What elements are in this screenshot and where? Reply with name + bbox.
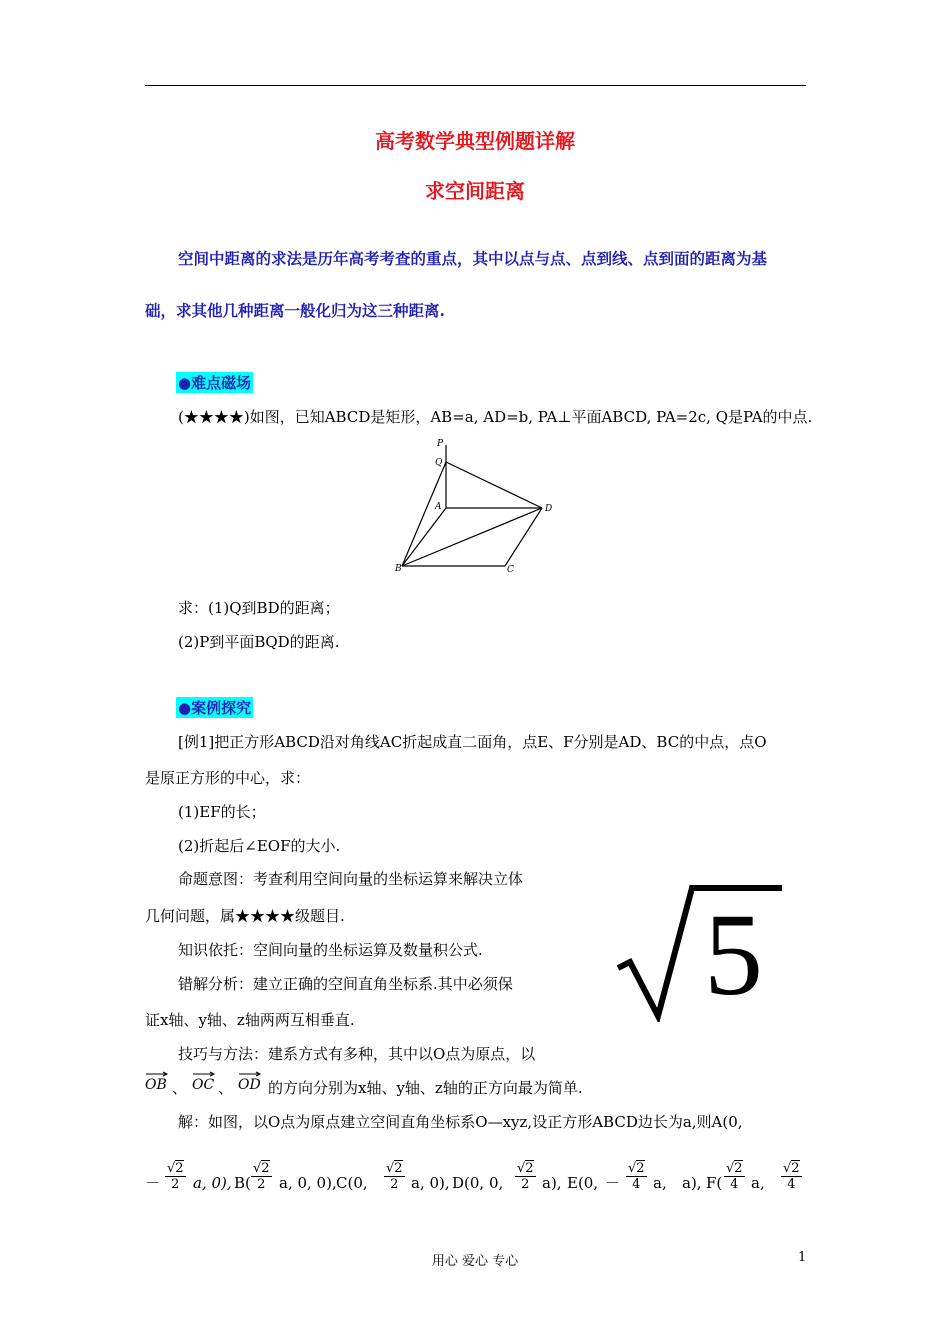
header-rule bbox=[145, 85, 806, 86]
coord-B-open: B( bbox=[234, 1174, 251, 1192]
method-line-1: 技巧与方法：建系方式有多种，其中以O点为原点，以 bbox=[178, 1045, 536, 1063]
section-heading-case-study: ●案例探究 bbox=[178, 699, 252, 717]
error-line-1: 错解分析：建立正确的空间直角坐标系.其中必须保 bbox=[178, 975, 513, 993]
fraction-sqrt2-over-4: $\frac{√2}{4}$ bbox=[783, 1161, 800, 1192]
intro-line-2: 础，求其他几种距离一般化归为这三种距离. bbox=[145, 301, 445, 320]
fraction-sqrt2-over-2: $\frac{√2}{2}$ bbox=[253, 1161, 270, 1192]
geometry-figure bbox=[392, 437, 562, 579]
page-title: 高考数学典型例题详解 bbox=[375, 129, 575, 153]
label-Q: Q bbox=[435, 458, 443, 468]
coord-B-tail: a, 0, 0), bbox=[279, 1174, 337, 1192]
label-D: D bbox=[545, 504, 553, 514]
fraction-sqrt2-over-4: $\frac{√2}{4}$ bbox=[628, 1161, 645, 1192]
fraction-sqrt2-over-2: $\frac{√2}{2}$ bbox=[167, 1161, 184, 1192]
sqrt5-radicand: 5 bbox=[704, 889, 763, 1020]
solution-line: 解：如图，以O点为原点建立空间直角坐标系O—xyz,设正方形ABCD边长为a,则A(0, bbox=[178, 1113, 743, 1131]
example-line-2: 是原正方形的中心，求： bbox=[145, 769, 311, 787]
intent-line-2: 几何问题，属★★★★级题目. bbox=[145, 907, 345, 925]
label-C: C bbox=[507, 565, 514, 575]
label-B: B bbox=[395, 564, 402, 574]
coord-E-minus: － bbox=[605, 1174, 621, 1192]
example-q2: (2)折起后∠EOF的大小. bbox=[178, 837, 341, 855]
vector-OB: OB bbox=[145, 1071, 167, 1093]
page-number: 1 bbox=[798, 1250, 807, 1265]
coord-E-mid: a, bbox=[653, 1174, 667, 1192]
fraction-sqrt2-over-2: $\frac{√2}{2}$ bbox=[517, 1161, 534, 1192]
intro-line-1: 空间中距离的求法是历年高考考查的重点，其中以点与点、点到线、点到面的距离为基 bbox=[178, 249, 768, 268]
coord-D-tail: a), bbox=[542, 1174, 562, 1192]
coord-E-open: E(0, bbox=[567, 1174, 599, 1192]
vector-separator-1: 、 bbox=[172, 1079, 188, 1097]
question-2: (2)P到平面BQD的距离. bbox=[178, 633, 340, 651]
example-line-1: [例1]把正方形ABCD沿对角线AC折起成直二面角，点E、F分别是AD、BC的中点，点O bbox=[178, 733, 767, 751]
edge-QD bbox=[446, 462, 542, 508]
coord-C-open: C(0, bbox=[336, 1174, 368, 1192]
coord-C-tail: a, 0), bbox=[411, 1174, 450, 1192]
question-1: 求：(1)Q到BD的距离； bbox=[178, 599, 340, 617]
coord-minus-a: － bbox=[145, 1174, 161, 1192]
sqrt5-graphic bbox=[612, 882, 784, 1022]
coord-D-open: D(0, 0, bbox=[452, 1174, 504, 1192]
method-line-2: 的方向分别为x轴、y轴、z轴的正方向最为简单. bbox=[268, 1079, 583, 1097]
vector-separator-2: 、 bbox=[218, 1079, 234, 1097]
section-heading-difficulty: ●难点磁场 bbox=[178, 374, 252, 392]
vector-OD: OD bbox=[238, 1071, 261, 1093]
problem-statement: (★★★★)如图，已知ABCD是矩形，AB=a, AD=b, PA⊥平面ABCD, PA=2c, Q是PA的中点. bbox=[178, 408, 813, 426]
coord-E-tail: a), bbox=[682, 1174, 702, 1192]
footer-slogan: 用心 爱心 专心 bbox=[431, 1254, 519, 1269]
coord-F-mid: a, bbox=[751, 1174, 765, 1192]
knowledge-line: 知识依托：空间向量的坐标运算及数量积公式. bbox=[178, 941, 483, 959]
edge-CD bbox=[505, 508, 542, 566]
fraction-sqrt2-over-4: $\frac{√2}{4}$ bbox=[726, 1161, 743, 1192]
label-A: A bbox=[435, 502, 442, 512]
vector-OC: OC bbox=[192, 1071, 214, 1093]
example-q1: (1)EF的长； bbox=[178, 803, 266, 821]
error-line-2: 证x轴、y轴、z轴两两互相垂直. bbox=[145, 1011, 355, 1029]
page-subtitle: 求空间距离 bbox=[425, 179, 525, 203]
coord-F-open: F( bbox=[706, 1174, 723, 1192]
coord-A-tail: a, 0), bbox=[193, 1174, 232, 1192]
label-P: P bbox=[437, 439, 444, 449]
fraction-sqrt2-over-2: $\frac{√2}{2}$ bbox=[386, 1161, 403, 1192]
intent-line-1: 命题意图：考查利用空间向量的坐标运算来解决立体 bbox=[178, 870, 524, 888]
